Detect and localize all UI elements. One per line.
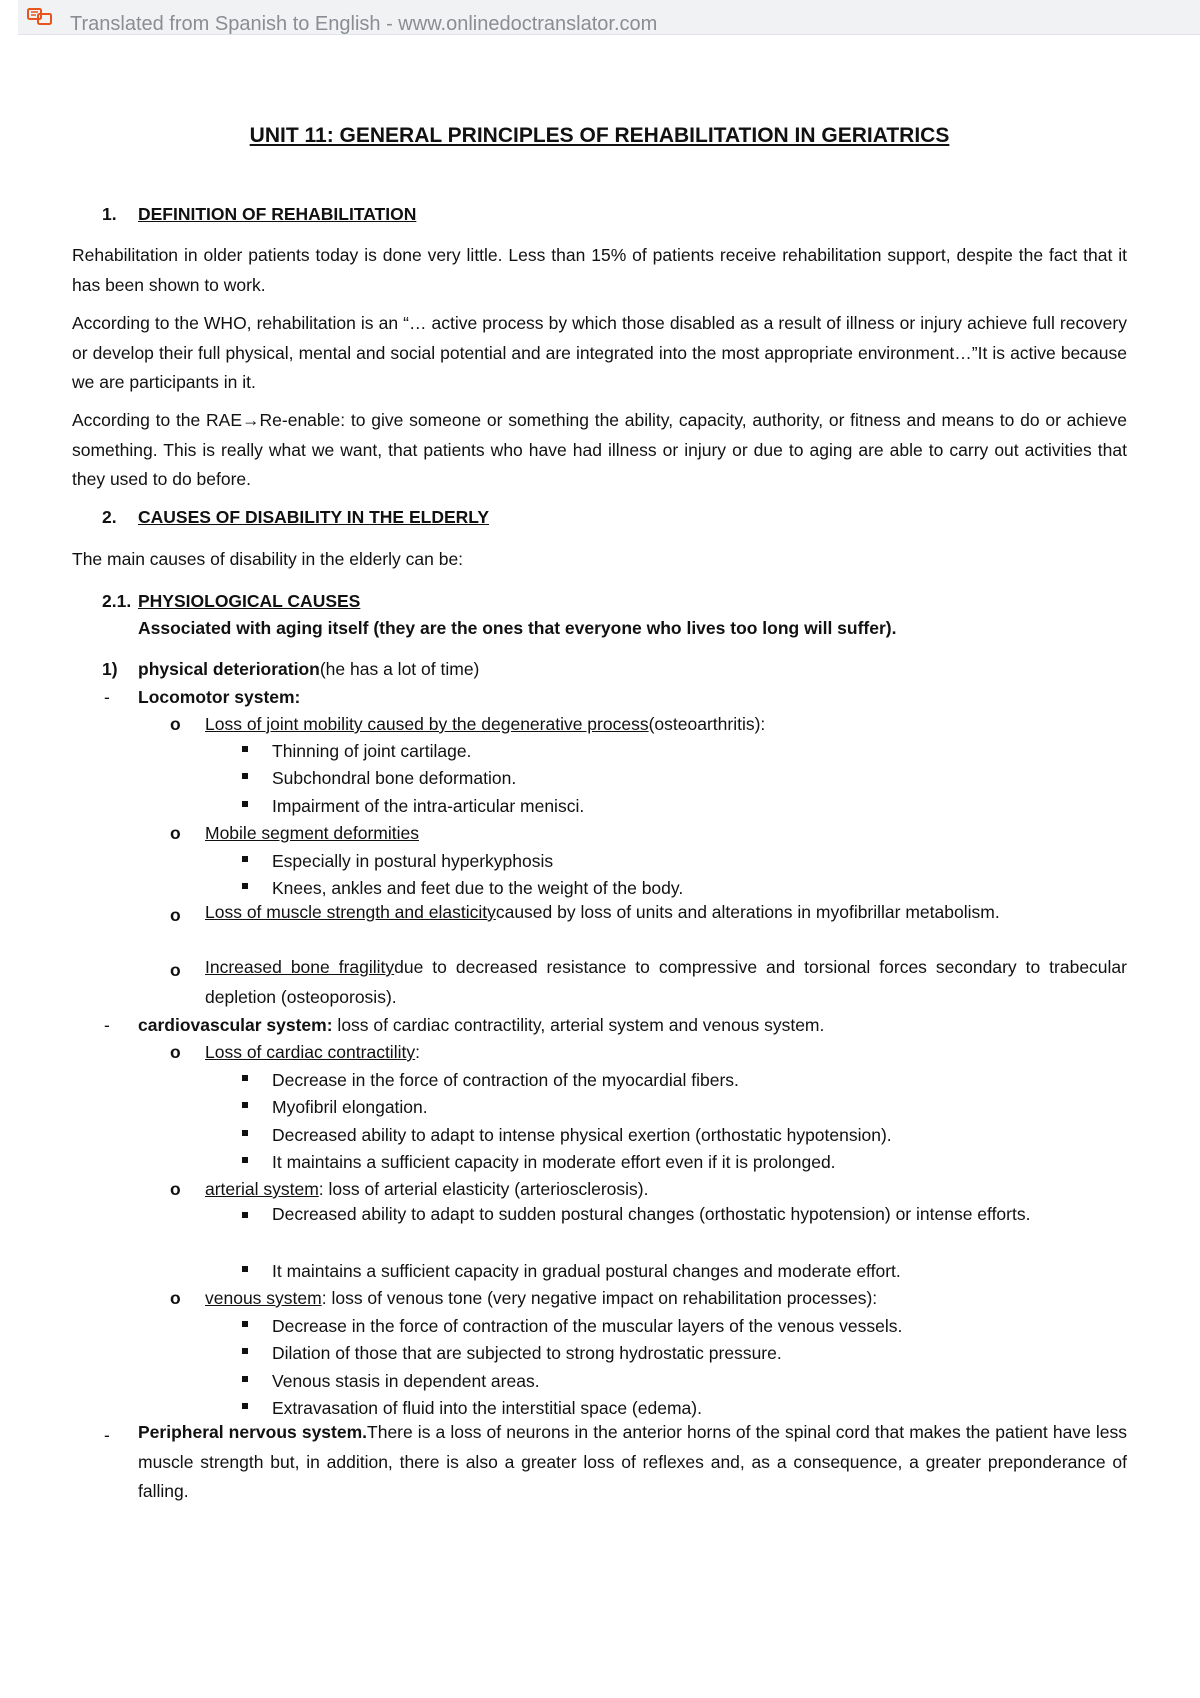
circle-marker: o (170, 1042, 181, 1062)
list-item: Decrease in the force of contraction of the myocardial fibers. (272, 1070, 739, 1090)
section-heading-2: 2. CAUSES OF DISABILITY IN THE ELDERLY (102, 507, 490, 527)
bullet-square (242, 801, 248, 807)
locomotor-label: Locomotor system: (138, 687, 301, 707)
circle-marker: o (170, 1288, 181, 1308)
subsection-heading-2-1: 2.1. PHYSIOLOGICAL CAUSES (102, 591, 361, 611)
bullet-square (242, 1321, 248, 1327)
bullet-square (242, 883, 248, 889)
list-item: Knees, ankles and feet due to the weight of the body. (272, 878, 684, 898)
list-item: Decrease in the force of contraction of the muscular layers of the venous vessels. (272, 1316, 903, 1336)
circle-marker: o (170, 905, 181, 925)
list-item: Decreased ability to adapt to sudden postural changes (orthostatic hypotension) or intense efforts. (272, 1204, 1031, 1224)
dash-marker: - (104, 1425, 110, 1445)
paragraph-1: Rehabilitation in older patients today is done very little. Less than 15% of patients receive rehabilitation support, despite the fact that it has been shown to work. (72, 245, 1127, 295)
paragraph-3: According to the RAE→Re-enable: to give someone or something the ability, capacity, authority, or fitness and means to do or achieve something. This is really what we want, that patients who have had illness or injury or due to aging are able to carry out activities that they used to do before. (72, 410, 1127, 489)
dash-marker: - (104, 687, 110, 707)
list-item: Thinning of joint cartilage. (272, 741, 472, 761)
banner-text[interactable]: Translated from Spanish to English - www.onlinedoctranslator.com (70, 13, 658, 35)
bullet-square (242, 1348, 248, 1354)
dash-marker: - (104, 1015, 110, 1035)
page-title: UNIT 11: GENERAL PRINCIPLES OF REHABILITATION IN GERIATRICS (249, 124, 950, 147)
bullet-square (242, 1157, 248, 1163)
muscle-strength-item: Loss of muscle strength and elasticitycaused by loss of units and alterations in myofibrillar metabolism. (205, 902, 1000, 922)
circle-marker: o (170, 714, 181, 734)
bullet-square (242, 1130, 248, 1136)
list-item: Dilation of those that are subjected to strong hydrostatic pressure. (272, 1343, 782, 1363)
circle-marker: o (170, 823, 181, 843)
joint-mobility-item: Loss of joint mobility caused by the degenerative process(osteoarthritis): (205, 714, 766, 734)
list-item: Subchondral bone deformation. (272, 768, 517, 788)
subsection-subtitle: Associated with aging itself (they are the ones that everyone who lives too long will suffer). (138, 618, 897, 638)
list-item: Decreased ability to adapt to intense physical exertion (orthostatic hypotension). (272, 1125, 892, 1145)
list-item: Extravasation of fluid into the interstitial space (edema). (272, 1398, 702, 1418)
paragraph-4: The main causes of disability in the elderly can be: (72, 549, 464, 569)
arterial-system-item: arterial system: loss of arterial elasticity (arteriosclerosis). (205, 1179, 649, 1199)
section-heading-1: 1. DEFINITION OF REHABILITATION (102, 204, 417, 224)
bullet-square (242, 746, 248, 752)
segment-deformities-item: Mobile segment deformities (205, 823, 419, 843)
bullet-square (242, 1266, 248, 1272)
translation-banner (18, 0, 1200, 35)
cardiac-contractility-item: Loss of cardiac contractility: (205, 1042, 420, 1062)
peripheral-nervous-item: Peripheral nervous system.There is a loss of neurons in the anterior horns of the spinal cord that makes the patient have less muscle strength but, in addition, there is also a greater loss of reflexes and, as a consequence, a greater preponderance of falling. (138, 1422, 1127, 1501)
venous-system-item: venous system: loss of venous tone (very negative impact on rehabilitation processes): (205, 1288, 878, 1308)
bullet-square (242, 1212, 248, 1218)
circle-marker: o (170, 1179, 181, 1199)
bullet-square (242, 1403, 248, 1409)
translate-icon (27, 8, 53, 26)
list-item: It maintains a sufficient capacity in moderate effort even if it is prolonged. (272, 1152, 836, 1172)
bone-fragility-item: Increased bone fragilitydue to decreased resistance to compressive and torsional forces secondary to trabecular depletion (osteoporosis). (205, 957, 1127, 1007)
paragraph-2: According to the WHO, rehabilitation is an “… active process by which those disabled as a result of illness or injury achieve full recovery or develop their full physical, mental and social potential and are integrated into the most appropriate environment…”It is active because we are participants in it. (72, 313, 1127, 392)
list-item: Especially in postural hyperkyphosis (272, 851, 554, 871)
list-item: Venous stasis in dependent areas. (272, 1371, 540, 1391)
list-item: Myofibril elongation. (272, 1097, 428, 1117)
bullet-square (242, 1376, 248, 1382)
list-item: Impairment of the intra-articular menisci. (272, 796, 585, 816)
bullet-square (242, 1102, 248, 1108)
list-item: It maintains a sufficient capacity in gradual postural changes and moderate effort. (272, 1261, 901, 1281)
bullet-square (242, 1075, 248, 1081)
circle-marker: o (170, 960, 181, 980)
cardiovascular-item: cardiovascular system: loss of cardiac contractility, arterial system and venous system. (138, 1015, 825, 1035)
bullet-square (242, 856, 248, 862)
bullet-square (242, 773, 248, 779)
list-item-physical-deterioration: 1) physical deterioration(he has a lot of time) (102, 659, 480, 679)
